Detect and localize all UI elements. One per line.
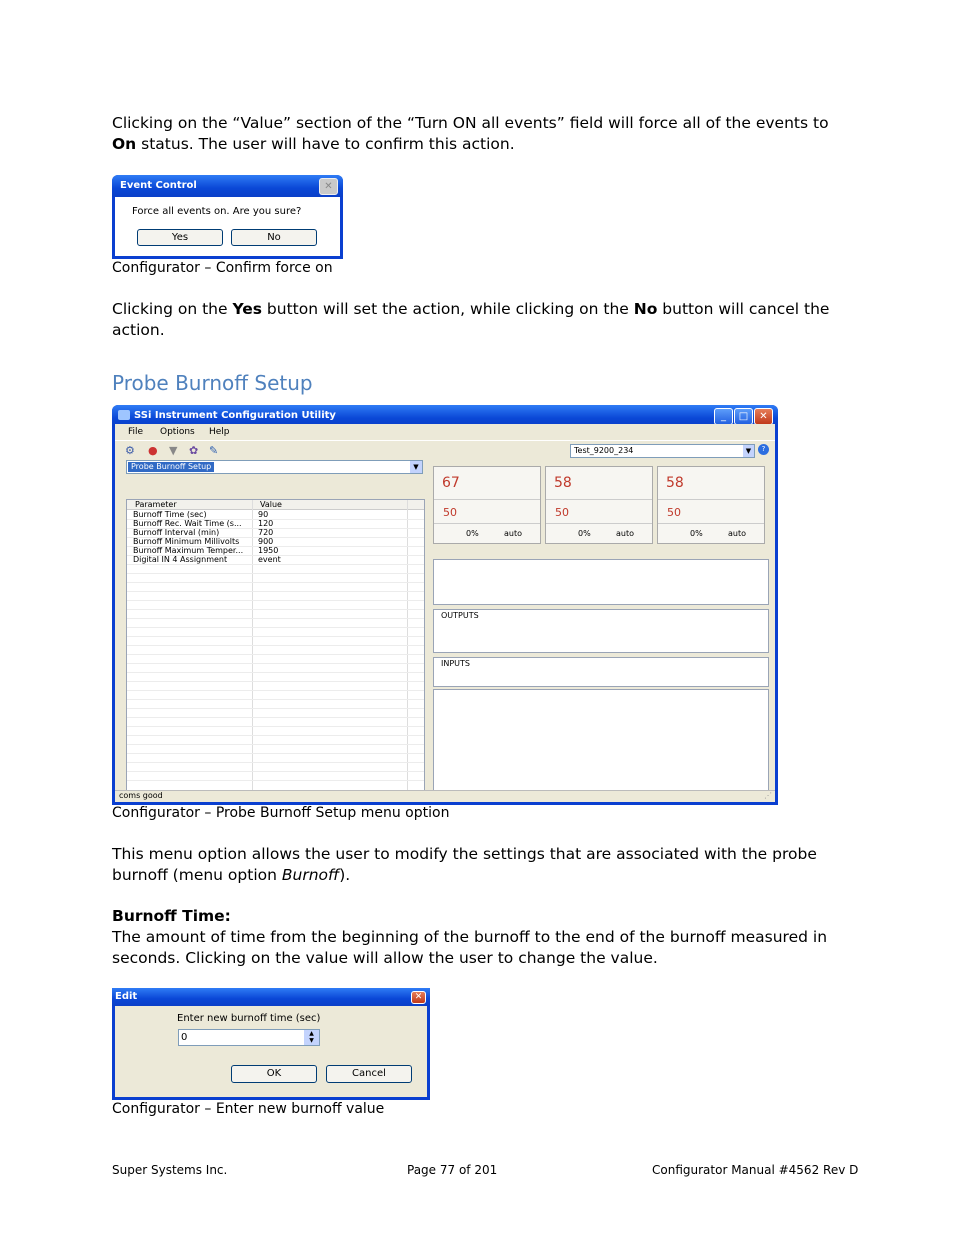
process-value: 67 xyxy=(442,475,460,491)
table-row[interactable] xyxy=(127,510,424,519)
parameter-cell: Burnoff Maximum Temper... xyxy=(133,546,244,555)
row-gridline xyxy=(127,735,424,736)
section-heading: Probe Burnoff Setup xyxy=(112,371,313,395)
app-caption: Configurator – Probe Burnoff Setup menu option xyxy=(112,805,450,821)
inputs-label: INPUTS xyxy=(441,659,470,668)
event-control-dialog xyxy=(112,175,343,259)
close-icon[interactable]: ✕ xyxy=(319,178,338,195)
maximize-icon[interactable]: □ xyxy=(734,408,753,425)
menu-text-2: ). xyxy=(339,866,351,884)
header-parameter[interactable]: Parameter xyxy=(135,500,177,509)
intro-text: Clicking on the “Value” section of the “Turn ON all events” field will force all of the events to xyxy=(112,114,829,132)
yes-button[interactable]: Yes xyxy=(137,229,223,246)
instrument-select[interactable] xyxy=(570,444,755,458)
edit-prompt: Enter new burnoff time (sec) xyxy=(177,1013,321,1024)
value-cell[interactable]: 120 xyxy=(258,519,274,528)
close-icon[interactable]: ✕ xyxy=(754,408,773,425)
loop-divider xyxy=(434,499,540,500)
row-gridline xyxy=(127,645,424,646)
event-dialog-title: Event Control xyxy=(112,175,343,197)
parameter-cell: Burnoff Minimum Millivolts xyxy=(133,537,240,546)
value-cell[interactable]: 720 xyxy=(258,528,274,537)
connect-icon[interactable]: ⚙ xyxy=(125,444,135,457)
row-gridline xyxy=(127,582,424,583)
yesno-text-2: button will set the action, while clicking on the xyxy=(261,300,634,318)
loop-panel xyxy=(545,466,653,544)
event-dialog-caption: Configurator – Confirm force on xyxy=(112,260,333,276)
table-row[interactable] xyxy=(127,546,424,555)
edit-dialog-caption: Configurator – Enter new burnoff value xyxy=(112,1101,385,1117)
yesno-text-1: Clicking on the xyxy=(112,300,233,318)
loop-divider xyxy=(658,499,764,500)
menu-bar xyxy=(115,424,775,440)
yesno-paragraph xyxy=(112,299,847,341)
close-icon[interactable]: ✕ xyxy=(411,991,426,1004)
no-button[interactable]: No xyxy=(231,229,317,246)
left-pane xyxy=(115,459,429,797)
right-pane xyxy=(429,459,775,797)
value-cell[interactable]: 1950 xyxy=(258,546,279,555)
loop-divider xyxy=(546,499,652,500)
row-gridline xyxy=(127,726,424,727)
loop-divider xyxy=(658,523,764,524)
row-gridline xyxy=(127,654,424,655)
row-gridline xyxy=(127,627,424,628)
table-row[interactable] xyxy=(127,537,424,546)
menu-text-italic: Burnoff xyxy=(281,866,340,884)
value-cell[interactable]: 90 xyxy=(258,510,269,519)
output-percent: 0% xyxy=(466,529,479,538)
loop-panel xyxy=(433,466,541,544)
row-gridline xyxy=(127,744,424,745)
loop-panel xyxy=(657,466,765,544)
process-value: 58 xyxy=(554,475,572,491)
help-icon[interactable]: ? xyxy=(758,444,769,455)
instrument-select-value: Test_9200_234 xyxy=(574,446,634,455)
row-gridline xyxy=(127,663,424,664)
row-gridline xyxy=(127,618,424,619)
table-row[interactable] xyxy=(127,519,424,528)
row-gridline xyxy=(127,600,424,601)
trend-panel xyxy=(433,689,769,797)
row-gridline xyxy=(127,609,424,610)
loop-mode[interactable]: auto xyxy=(504,529,523,538)
loop-divider xyxy=(546,523,652,524)
menu-text-1: This menu option allows the user to modify the settings that are associated with the probe burnoff (menu option xyxy=(112,845,817,884)
menu-help[interactable]: Help xyxy=(209,427,230,437)
burnoff-time-body: The amount of time from the beginning of the burnoff to the end of the burnoff measured in seconds. Clicking on the value will allow the user to change the value. xyxy=(112,928,828,967)
footer-center: Page 77 of 201 xyxy=(407,1163,498,1177)
table-header xyxy=(127,500,424,510)
row-gridline xyxy=(127,636,424,637)
burnoff-time-heading: Burnoff Time: xyxy=(112,907,231,925)
table-row[interactable] xyxy=(127,555,424,564)
edit-dialog xyxy=(112,988,430,1100)
setpoint-value[interactable]: 50 xyxy=(555,506,569,519)
toolbar xyxy=(115,440,775,459)
download-icon[interactable]: ▼ xyxy=(169,444,178,457)
chevron-down-icon[interactable]: ▼ xyxy=(743,445,754,457)
edit-icon[interactable]: ✎ xyxy=(209,444,219,457)
inputs-panel xyxy=(433,657,769,687)
disconnect-icon[interactable]: ● xyxy=(148,444,158,457)
row-gridline xyxy=(127,573,424,574)
outputs-panel xyxy=(433,609,769,653)
burnoff-time-input-value: 0 xyxy=(181,1032,188,1043)
footer-left: Super Systems Inc. xyxy=(112,1163,228,1177)
table-row[interactable] xyxy=(127,528,424,537)
event-dialog-message: Force all events on. Are you sure? xyxy=(132,206,302,217)
parameter-cell: Burnoff Interval (min) xyxy=(133,528,220,537)
cancel-button[interactable]: Cancel xyxy=(326,1065,412,1083)
menu-select[interactable] xyxy=(126,460,423,474)
menu-file[interactable]: File xyxy=(128,427,144,437)
output-percent: 0% xyxy=(578,529,591,538)
parameter-cell: Burnoff Time (sec) xyxy=(133,510,207,519)
value-cell[interactable]: event xyxy=(258,555,281,564)
yesno-bold-yes: Yes xyxy=(232,300,262,318)
parameter-cell: Burnoff Rec. Wait Time (s... xyxy=(133,519,242,528)
burnoff-time-input[interactable] xyxy=(178,1029,320,1046)
header-value[interactable]: Value xyxy=(260,500,282,509)
value-cell[interactable]: 900 xyxy=(258,537,274,546)
setpoint-value[interactable]: 50 xyxy=(443,506,457,519)
chevron-down-icon[interactable]: ▼ xyxy=(410,461,422,473)
row-gridline xyxy=(127,762,424,763)
menu-options[interactable]: Options xyxy=(160,427,195,437)
row-gridline xyxy=(127,717,424,718)
status-text: coms good xyxy=(119,791,163,800)
row-gridline xyxy=(127,690,424,691)
loop-divider xyxy=(434,523,540,524)
spinner-icon[interactable]: ▲ ▼ xyxy=(304,1030,319,1045)
app-window xyxy=(112,405,778,805)
loop-mode[interactable]: auto xyxy=(728,529,747,538)
setpoint-value[interactable]: 50 xyxy=(667,506,681,519)
row-gridline xyxy=(127,591,424,592)
yesno-text-3: button will cancel the action. xyxy=(112,300,830,339)
parameter-cell: Digital IN 4 Assignment xyxy=(133,555,228,564)
row-gridline xyxy=(127,708,424,709)
menu-select-value: Probe Burnoff Setup xyxy=(128,462,214,472)
minimize-icon[interactable]: _ xyxy=(714,408,733,425)
settings-icon[interactable]: ✿ xyxy=(189,444,199,457)
row-gridline xyxy=(127,672,424,673)
output-percent: 0% xyxy=(690,529,703,538)
events-panel xyxy=(433,559,769,605)
yesno-bold-no: No xyxy=(633,300,658,318)
row-gridline xyxy=(127,681,424,682)
intro-paragraph xyxy=(112,113,847,155)
app-title: SSi Instrument Configuration Utility xyxy=(112,405,778,427)
ok-button[interactable]: OK xyxy=(231,1065,317,1083)
status-bar xyxy=(115,790,775,802)
resize-grip-icon[interactable]: ⋰ xyxy=(764,791,772,800)
row-gridline xyxy=(127,564,424,565)
row-gridline xyxy=(127,699,424,700)
menu-paragraph xyxy=(112,844,847,886)
row-gridline xyxy=(127,771,424,772)
outputs-label: OUTPUTS xyxy=(441,611,479,620)
parameter-table xyxy=(126,499,425,793)
intro-bold-on: On xyxy=(112,135,137,153)
process-value: 58 xyxy=(666,475,684,491)
footer-right: Configurator Manual #4562 Rev D xyxy=(652,1163,859,1177)
row-gridline xyxy=(127,753,424,754)
row-gridline xyxy=(127,780,424,781)
edit-dialog-title: Edit xyxy=(112,988,430,1006)
intro-text-end: status. The user will have to confirm this action. xyxy=(136,135,515,153)
loop-mode[interactable]: auto xyxy=(616,529,635,538)
app-icon xyxy=(118,410,130,420)
